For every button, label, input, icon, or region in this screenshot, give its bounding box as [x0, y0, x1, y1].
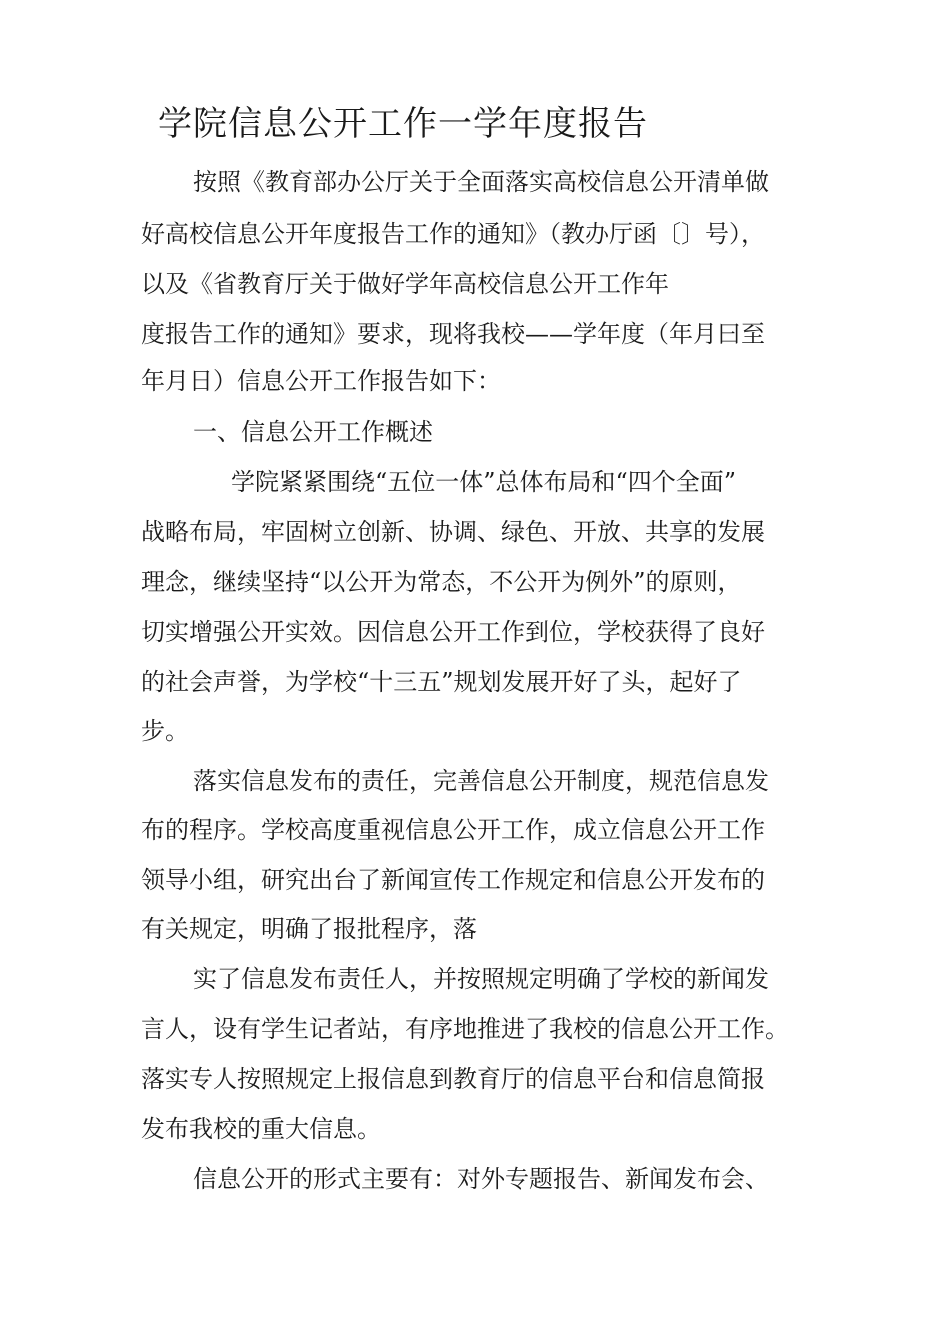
section-heading: 一、信息公开工作概述 — [193, 418, 433, 446]
paragraph-line: 有关规定，明确了报批程序，落 — [141, 915, 477, 943]
paragraph-line: 步。 — [141, 717, 189, 745]
paragraph-line: 度报告工作的通知》要求，现将我校——学年度（年月曰至 — [141, 320, 765, 348]
paragraph-line: 信息公开的形式主要有：对外专题报告、新闻发布会、 — [193, 1165, 769, 1193]
paragraph-line: 领导小组，研究出台了新闻宣传工作规定和信息公开发布的 — [141, 866, 765, 894]
paragraph-line: 好高校信息公开年度报告工作的通知》（教办厅函〔〕号）， — [141, 220, 765, 248]
paragraph-line: 言人，设有学生记者站，有序地推进了我校的信息公开工作。 — [141, 1015, 789, 1043]
paragraph-line: 切实增强公开实效。因信息公开工作到位，学校获得了良好 — [141, 618, 765, 646]
paragraph-line: 年月日）信息公开工作报告如下： — [141, 367, 501, 395]
paragraph-line: 实了信息发布责任人，并按照规定明确了学校的新闻发 — [193, 965, 769, 993]
paragraph-line: 战略布局，牢固树立创新、协调、绿色、开放、共享的发展 — [141, 518, 765, 546]
paragraph-line: 落实信息发布的责任，完善信息公开制度，规范信息发 — [193, 767, 769, 795]
paragraph-line: 按照《教育部办公厅关于全面落实高校信息公开清单做 — [193, 168, 769, 196]
paragraph-line: 发布我校的重大信息。 — [141, 1115, 381, 1143]
paragraph-line: 以及《省教育厅关于做好学年高校信息公开工作年 — [141, 270, 669, 298]
paragraph-line: 布的程序。学校高度重视信息公开工作，成立信息公开工作 — [141, 816, 765, 844]
paragraph-line: 落实专人按照规定上报信息到教育厅的信息平台和信息简报 — [141, 1065, 765, 1093]
paragraph-line: 理念，继续坚持“以公开为常态，不公开为例外”的原则， — [141, 568, 742, 596]
document-title: 学院信息公开工作一学年度报告 — [158, 104, 648, 144]
paragraph-line: 学院紧紧围绕“五位一体”总体布局和“四个全面” — [231, 468, 737, 496]
paragraph-line: 的社会声誉，为学校“十三五”规划发展开好了头，起好了 — [141, 668, 742, 696]
